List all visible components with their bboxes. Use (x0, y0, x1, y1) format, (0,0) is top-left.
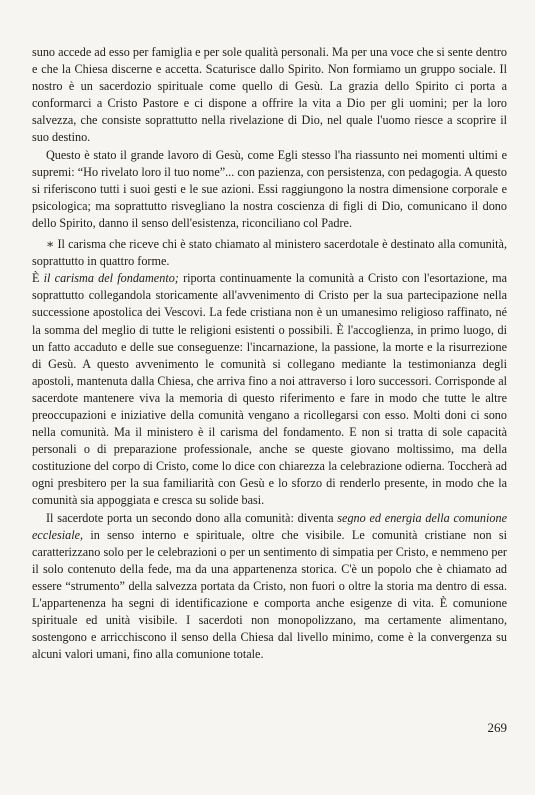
paragraph-1-text: suno accede ad esso per famiglia e per sole qualità personali. Ma per una voce che si sente dentro e che la Chiesa discerne e accetta. Scaturisce dallo Spirito. Non formiamo un gruppo sociale. Il nostro è un sacerdozio spirituale come quello di Gesù. La grazia dello Spirito ci porta a conformarci a Cristo Pastore e ci dispone a offrire la vita a Dio per gli uomini; per la loro salvezza, che consiste soprattutto nella rivelazione di Dio, nel quale l'uomo riesce a scoprire il suo destino. (32, 45, 507, 145)
paragraph-1 (32, 44, 507, 147)
paragraph-5-rest: in senso interno e spirituale, oltre che visibile. Le comunità cristiane non si caratterizzano solo per le celebrazioni o per un sentimento di simpatia per Cristo, e nemmeno per il solo contenuto della fede, ma da una appartenenza storica. C'è un popolo che è chiamato ad essere “strumento” della salvezza portata da Cristo, non fuori o oltre la storia ma dentro di essa. L'appartenenza ha segni di identificazione e comporta anche esigenze di vita. È comunione spirituale ed unità visibile. I sacerdoti non monopolizzano, ma certamente alimentano, sostengono e arricchiscono il senso della Chiesa dal livello minimo, come è la convergenza su alcuni valori umani, fino alla comunione totale. (32, 527, 507, 662)
paragraph-3 (32, 236, 507, 270)
paragraph-4-rest: riporta continuamente la comunità a Cristo con l'esortazione, ma soprattutto collegandola storicamente all'avvenimento di Cristo per la sua partecipazione nella successione apostolica dei Vescovi. La fede cristiana non è un umanesimo religioso raffinato, né la somma del meglio di tutte le religioni esistenti o possibili. È l'accoglienza, in primo luogo, di un fatto accaduto e delle sue conseguenze: l'incarnazione, la passione, la morte e la risurrezione di Gesù. A questo avvenimento le comunità si collegano mediante la testimonianza degli apostoli, mantenuta dalla Chiesa, che arriva fino a noi attraverso i loro successori. Corrisponde al sacerdote mantenere viva la memoria di questo riferimento e fare in modo che tutte le altre preoccupazioni e iniziative della comunità vengano a ricollegarsi con esso. Molti doni ci sono nella comunità. Ma il ministero è il carisma del fondamento. E non si tratta di sole capacità personali o di preparazione professionale, anche se queste giovano moltissimo, ma della costituzione del corpo di Cristo, come lo dice con chiarezza la celebrazione odierna. Toccherà ad ogni presbitero per la sua familiarità con Gesù e lo sforzo di renderlo presente, in modo che la comunità sia appoggiata e cresca su solide basi. (32, 271, 507, 508)
paragraph-5-emphasis: segno ed energia della comunione ecclesiale, (32, 510, 508, 542)
paragraph-5-lead: Il sacerdote porta un secondo dono alla comunità: diventa (46, 510, 338, 525)
paragraph-4-lead: È (32, 271, 44, 286)
paragraph-3-text: ∗ Il carisma che riceve chi è stato chiamato al ministero sacerdotale è destinato alla comunità, soprattutto in quattro forme. (32, 237, 507, 269)
paragraph-2-text: Questo è stato il grande lavoro di Gesù, come Egli stesso l'ha riassunto nei momenti ultimi e supremi: “Ho rivelato loro il tuo nome”... con pazienza, con persistenza, con pedagogia. A questo si riferiscono tutti i suoi gesti e le sue azioni. Essi raggiungono la nostra dimensione corporale e psicologica; ma soprattutto risvegliano la nostra coscienza di figli di Dio, comunicano il dono dello Spirito, danno il senso dell'esistenza, riconciliano col Padre. (32, 147, 507, 230)
paragraph-4-emphasis: il carisma del fondamento; (43, 271, 179, 286)
paragraph-4 (32, 270, 507, 509)
page-number: 269 (487, 720, 507, 735)
paragraph-5 (32, 510, 507, 664)
page-body (32, 44, 507, 663)
paragraph-2 (32, 147, 507, 232)
